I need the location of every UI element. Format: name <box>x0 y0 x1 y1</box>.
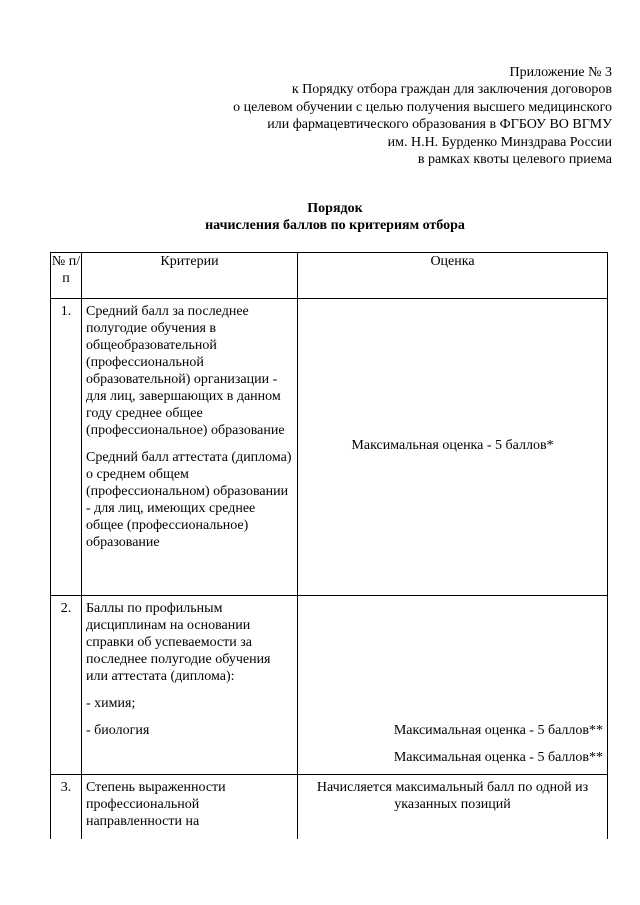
table-row <box>51 775 608 840</box>
score-cell <box>298 299 608 596</box>
criteria-paragraph: Средний балл за последнее полугодие обучения в общеобразовательной (профессиональной образовательной) организации - для лиц, завершающих в данном году среднее общее (профессиональное) образование <box>86 304 285 438</box>
appendix-line: Приложение № 3 <box>509 65 612 80</box>
criteria-cell <box>82 596 298 775</box>
title-line-2: начисления баллов по критериям отбора <box>205 218 465 233</box>
appendix-header <box>142 64 612 168</box>
appendix-line: им. Н.Н. Бурденко Минздрава России <box>387 134 612 150</box>
appendix-line: о целевом обучении с целью получения высшего медицинского <box>233 99 612 115</box>
document-title <box>40 200 630 234</box>
score-text: Максимальная оценка - 5 баллов** <box>393 750 603 765</box>
score-text: Начисляется максимальный балл по одной из указанных позиций <box>316 780 589 812</box>
appendix-line: или фармацевтического образования в ФГБОУ ВО ВГМУ <box>267 117 612 133</box>
criteria-item-biology: - биология <box>86 723 150 738</box>
criteria-paragraph: Средний балл аттестата (диплома) о среднем общем (профессиональном) образовании - для лиц, имеющих среднее общее (профессиональное) образование <box>86 450 292 550</box>
score-cell <box>298 775 608 840</box>
criteria-cell <box>82 775 298 840</box>
header-score: Оценка <box>298 253 608 299</box>
row-number: 3. <box>51 775 82 840</box>
table-row <box>51 299 608 596</box>
row-number: 2. <box>51 596 82 775</box>
criteria-cell <box>82 299 298 596</box>
criteria-table <box>50 252 608 839</box>
criteria-item-chemistry: - химия; <box>86 696 136 711</box>
header-num: № п/п <box>51 253 82 299</box>
title-line-1: Порядок <box>307 201 363 216</box>
score-text: Максимальная оценка - 5 баллов** <box>393 723 603 738</box>
header-criteria: Критерии <box>82 253 298 299</box>
row-number: 1. <box>51 299 82 596</box>
score-text: Максимальная оценка - 5 баллов* <box>351 437 554 453</box>
score-cell <box>298 596 608 775</box>
table-row <box>51 596 608 775</box>
criteria-paragraph: Степень выраженности профессиональной направленности на <box>86 780 226 829</box>
table-header-row <box>51 253 608 299</box>
appendix-line: к Порядку отбора граждан для заключения договоров <box>291 82 612 98</box>
criteria-paragraph: Баллы по профильным дисциплинам на основании справки об успеваемости за последнее полугодие обучения или аттестата (диплома): <box>86 601 271 684</box>
appendix-line: в рамках квоты целевого приема <box>417 152 612 168</box>
